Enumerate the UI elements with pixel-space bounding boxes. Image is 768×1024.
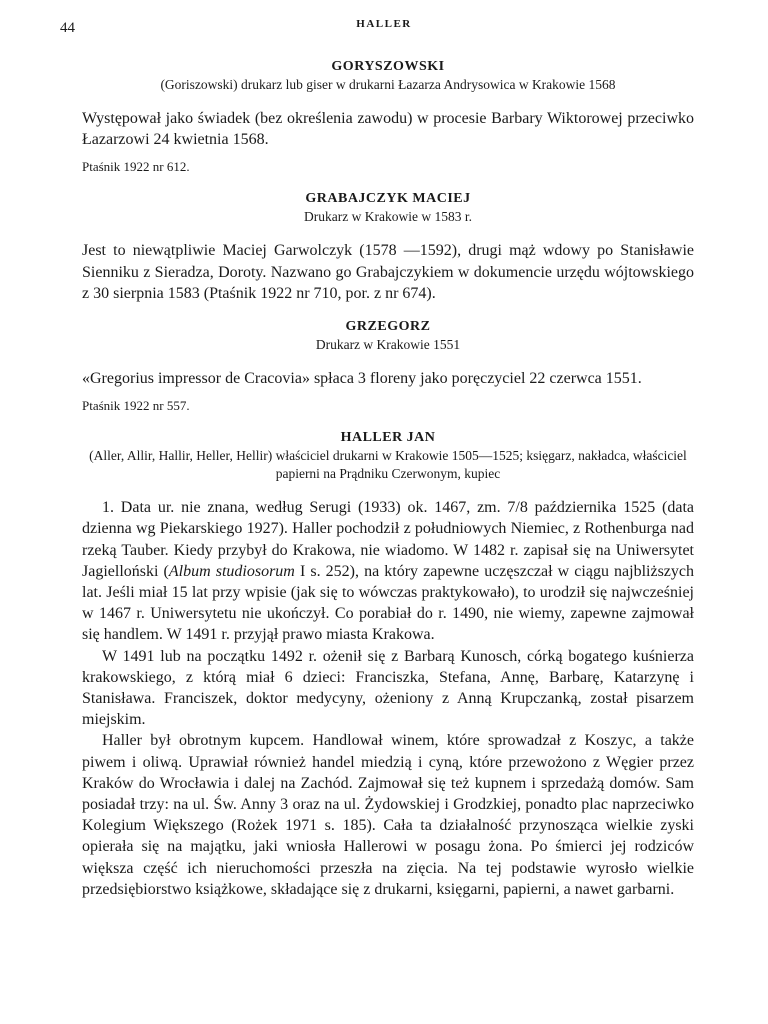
entry-grzegorz	[82, 318, 694, 415]
entry-paragraph-1	[82, 497, 694, 645]
entry-paragraph: «Gregorius impressor de Cracovia» spłaca 3 floreny jako poręczyciel 22 czerwca 1551.	[82, 370, 642, 388]
entry-heading: GRABAJCZYK MACIEJ	[305, 191, 471, 207]
entry-paragraph-2: W 1491 lub na początku 1492 r. ożenił się z Barbarą Kunosch, córką bogatego kuśnierza krakowskiego, z którą miał 6 dzieci: Franciszka, Stefana, Annę, Barbarę, Katarzynę i Stanisława. Franciszek, doktor medycyny, ożeniony z Anną Krupczanką, został pisarzem miejskim.	[82, 647, 694, 729]
paragraph-text: 1. Data ur. nie znana, według Serugi (1933) ok. 1467, zm. 7/8 października 1525 (data dzienna wg Piekarskiego 1927). Haller pochodził z południowych Niemiec, z Rothenburga nad rzeką Tauber. Kiedy przybył do Krakowa, nie wiadomo. W 1482 r. zapisał się na Uniwersytet Jagielloński (	[82, 499, 694, 580]
entry-description: (Goriszowski) drukarz lub giser w drukarni Łazarza Andrysowica w Krakowie 1568	[160, 77, 616, 92]
entry-description: Drukarz w Krakowie w 1583 r.	[304, 209, 472, 225]
entry-heading: GORYSZOWSKI	[331, 59, 445, 74]
entry-source: Ptaśnik 1922 nr 612.	[82, 159, 190, 175]
entry-heading: GRZEGORZ	[345, 319, 431, 335]
entry-paragraph: Występował jako świadek (bez określenia zawodu) w procesie Barbary Wiktorowej przeciwko Łazarzowi 24 kwietnia 1568.	[82, 110, 694, 149]
entry-heading: HALLER JAN	[340, 430, 436, 446]
entry-haller-jan	[82, 429, 694, 900]
cited-title: Album studiosorum	[168, 562, 295, 580]
running-title: HALLER	[356, 18, 412, 30]
entry-description: (Aller, Allir, Hallir, Heller, Hellir) właściciel drukarni w Krakowie 1505—1525; księgarz, nakładca, właściciel papierni na Prądniku Czerwonym, kupiec	[89, 448, 687, 482]
entry-paragraph: Jest to niewątpliwie Maciej Garwolczyk (1578 —1592), drugi mąż wdowy po Stanisławie Sienniku z Sieradza, Doroty. Nazwano go Grabajczykiem w dokumencie urzędu wójtowskiego z 30 sierpnia 1583 (Ptaśnik 1922 nr 710, por. z nr 674).	[82, 242, 694, 302]
page-number: 44	[60, 20, 75, 36]
entry-source: Ptaśnik 1922 nr 557.	[82, 398, 190, 414]
entry-description: Drukarz w Krakowie 1551	[315, 337, 461, 353]
entry-goryszowski	[82, 58, 694, 176]
page-content	[82, 58, 694, 900]
entry-paragraph-3: Haller był obrotnym kupcem. Handlował winem, które sprowadzał z Koszyc, a także piwem i oliwą. Uprawiał również handel miedzią i cyną, które przewożono z Węgier przez Kraków do Wrocławia i dalej na Zachód. Zajmował się też kupnem i sprzedażą domów. Sam posiadał trzy: na ul. Św. Anny 3 oraz na ul. Żydowskiej i Grodzkiej, ponadto plac naprzeciwko Kolegium Większego (Rożek 1971 s. 185). Cała ta działalność przynosząca wielkie zyski opierała się na majątku, jaki wniosła Hallerowi w posagu żona. Po śmierci jej rodziców większa część ich nieruchomości przeszła na zięcia. Na tej podstawie wyrosło wielkie przedsiębiorstwo książkowe, składające się z drukarni, księgarni, papierni, a nawet garbarni.	[82, 732, 694, 898]
paragraph-text: I s. 252), na który zapewne uczęszczał w ciągu najbliższych lat. Jeśli miał 15 lat przy wpisie (jak się to wówczas praktykowało), to urodził się najwcześniej w 1467 r. Uniwersytetu nie ukończył. Co porabiał do r. 1490, nie wiemy, zapewne zajmował się handlem. W 1491 r. przyjął prawo miasta Krakowa.	[82, 562, 695, 644]
entry-grabajczyk	[82, 190, 694, 304]
